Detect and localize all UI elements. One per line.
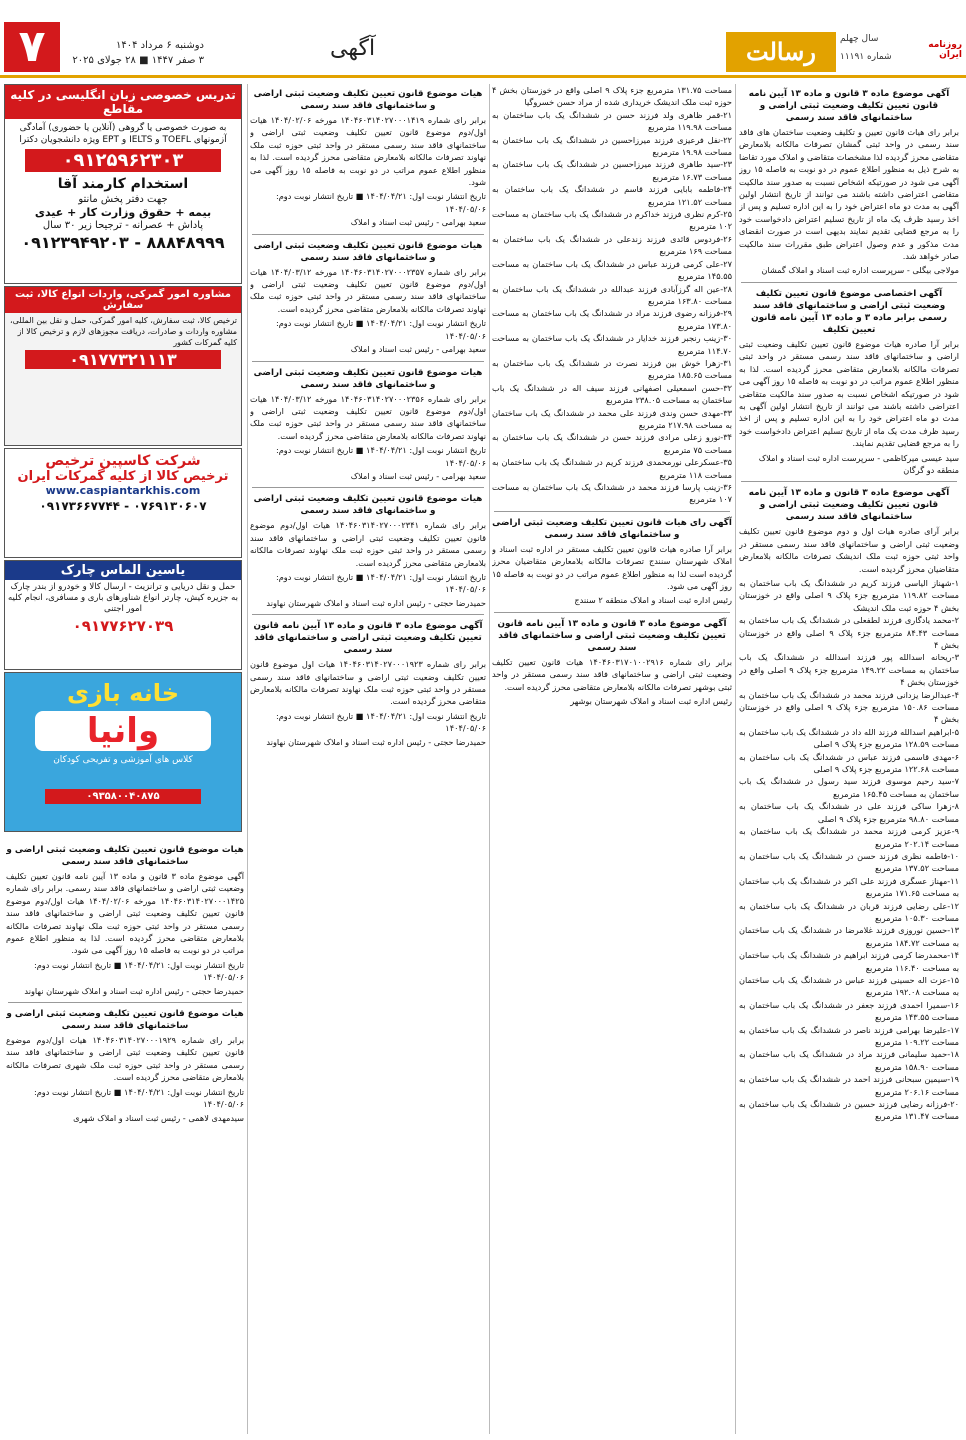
notice-title: هیات موضوع قانون تعیین تکلیف وضعیت ثبتی اراضی و ساختمانهای فاقد سند رسمی [253, 494, 483, 517]
notice-body: برابر رای شماره ۱۴۰۴۶۰۳۱۴۰۲۷۰۰۰۲۳۵۷ مورخه ۱۴۰۴/۰۳/۱۲ هیات اول/دوم موضوع قانون تعیین تکلیف وضعیت ثبتی اراضی و ساختمانهای فاقد سند رسمی مستقر در واحد ثبتی حوزه ثبت ملک نهاوند تصرفات مالکانه بلامعارض متقاضی محرز گردیده است. [250, 266, 486, 314]
column-divider [489, 84, 490, 1434]
brand-side: روزنامه ایران [928, 40, 962, 60]
notice-dates: تاریخ انتشار نوبت اول: ۱۴۰۴/۰۴/۲۱ ■ تاریخ انتشار نوبت دوم: ۱۴۰۴/۰۵/۰۶ [275, 191, 486, 214]
ad-phone: ۰۹۱۷۷۳۲۱۱۱۳ [25, 350, 221, 369]
ad-phone: ۰۹۳۵۸۰۰۴۰۸۷۵ [45, 789, 201, 804]
notice-dates: تاریخ انتشار نوبت اول: ۱۴۰۴/۰۴/۲۱ ■ تاریخ انتشار نوبت دوم: ۱۴۰۴/۰۵/۰۶ [275, 318, 486, 341]
column-divider [735, 84, 736, 1434]
list-item: ۳۴-نورو زعلی مرادی فرزند حسن در ششدانگ یک باب ساختمان به مساحت ۷۵ مترمربع [492, 432, 732, 455]
list-item: ۷-سید رحیم موسوی فرزند سید رسول در ششدانگ یک باب ساختمان به مساحت ۱۶۵.۴۵ مترمربع [739, 776, 959, 799]
ad-subtitle: جهت دفتر پخش مانتو [78, 194, 168, 205]
ad-phone: ۰۹۱۲۵۹۶۲۳۰۳ [25, 149, 221, 172]
notice-title: آگهی اختصاصی موضوع قانون تعیین تکلیف وضعیت ثبتی اراضی و ساختمانهای فاقد سند رسمی برابر ماده ۳ و ماده ۱۳ آیین نامه قانون تعیین تکلیف [751, 288, 947, 335]
list-item: ۶-مهدی قاسمی فرزند عباس در ششدانگ یک باب ساختمان به مساحت ۱۲۲.۶۸ مترمربع جزء پلاک ۹ اصلی [739, 751, 959, 775]
ad-extra: پاداش + عصرانه - ترجیحا زیر ۳۰ سال [42, 220, 204, 231]
list-item: ۱۰-فاطمه نظری فرزند حسن در ششدانگ یک باب ساختمان به مساحت ۱۳۷.۵۲ مترمربع [739, 850, 959, 874]
year-label: سال چهلم [840, 34, 879, 44]
divider [494, 612, 730, 613]
ad-title: شرکت کاسپین ترخیص [45, 453, 201, 469]
list-item: ۱-شهناز الیاسی فرزند کریم در ششدانگ یک باب ساختمان به مساحت ۱۱۹.۸۲ مترمربع جزء پلاک ۹ اصلی واقع در خوزستان بخش ۴ حوزه ثبت ملک اندیشک [739, 577, 959, 613]
ad-body: حمل و نقل دریایی و ترانزیت - ارسال کالا و خودرو از بندر چارک به جزیره کیش، چارتر انواع شناورهای باری و مسافری، انجام کلیه امور اجتنی [7, 582, 239, 614]
notice-dates: تاریخ انتشار نوبت اول: ۱۴۰۴/۰۴/۲۱ ■ تاریخ انتشار نوبت دوم: ۱۴۰۴/۰۵/۰۶ [275, 571, 486, 595]
list-item: ۲۱-قمر ظاهری ولد فرزند حسن در ششدانگ یک باب ساختمان به مساحت ۱۱۹.۹۸ مترمربع [492, 109, 732, 133]
list-item: ۹-عزیز کرمی فرزند محمد در ششدانگ یک باب ساختمان به مساحت ۲۰۲.۱۴ مترمربع [739, 826, 959, 849]
notice-title: آگهی موضوع ماده ۳ قانون و ماده ۱۳ آیین نامه قانون تعیین تکلیف وضعیت ثبتی اراضی و ساختمانهای فاقد سند رسمی [497, 618, 727, 653]
divider [494, 511, 730, 512]
ad-phone: ۸۸۸۴۸۹۹۹ - ۰۹۱۲۳۹۴۹۲۰۳ [21, 233, 225, 252]
divider [252, 487, 484, 488]
date-persian: دوشنبه ۶ مرداد ۱۴۰۴ [115, 40, 204, 51]
divider [252, 361, 484, 362]
list-item: ۲۲-نفل فرعیزی فرزند میرزاحسین در ششدانگ یک باب ساختمان به مساحت ۱۹.۹۸ مترمربع [492, 134, 732, 158]
list-item: ۳-ریحانه اسدالله پور فرزند اسدالله در ششدانگ یک باب ساختمان به مساحت ۱۴۹.۲۲ مترمربع جزء پلاک ۹ اصلی واقع در خوزستان بخش ۴ [739, 652, 959, 688]
notice-body: برابر رای شماره ۱۴۰۴۶۰۳۱۴۰۲۷۰۰۰۱۴۱۹ مورخه ۱۴۰۴/۰۲/۰۶ هیات اول/دوم موضوع قانون تعیین تکلیف وضعیت ثبتی اراضی و ساختمانهای فاقد سند رسمی مستقر در واحد ثبتی حوزه ثبت ملک نهاوند تصرفات مالکانه بلامعارض متقاضی محرز گردیده است. لذا به منظور اطلاع عموم مراتب در دو نوبت به فاصله ۱۵ روز آگهی می شود. [250, 115, 486, 188]
section-title: آگهی [330, 36, 376, 61]
list-item: مساحت ۱۳۱.۷۵ مترمربع جزء پلاک ۹ اصلی واقع در خوزستان بخش ۴ حوزه ثبت ملک اندیشک خریداری شده از مراد حسن خسروگیا [492, 85, 732, 108]
list-item: ۱۹-سیمین سبحانی فرزند احمد در ششدانگ یک باب ساختمان به مساحت ۲۰۶.۱۶ مترمربع [739, 1074, 959, 1097]
ad-title: خانه بازی [66, 679, 180, 707]
ad-body: ترخیص کالا، ثبت سفارش، کلیه امور گمرکی، حمل و نقل بین المللی، مشاوره واردات و صادرات، دریافت مجوزهای لازم و ترخیص کالا از کلیه گمرکات کشور [9, 316, 237, 347]
notice-body: برابر آرای صادره هیات اول و دوم موضوع قانون تعیین تکلیف وضعیت ثبتی اراضی و ساختمانهای فاقد سند رسمی مستقر در واحد ثبتی حوزه ثبت ملک اندیشک تصرفات مالکانه بلامعارض متقاضیان محرز گردیده است. [739, 526, 959, 574]
ad-english-tutoring [4, 84, 242, 284]
notice-signature: سعید بهرامی - رئیس ثبت اسناد و املاک [350, 217, 486, 228]
list-item: ۲۰-فرزانه رضایی فرزند حسین در ششدانگ یک باب ساختمان به مساحت ۱۳۱.۴۷ مترمربع [739, 1099, 959, 1122]
notice-title: آگهی رای هیات قانون تعیین تکلیف وضعیت ثبتی اراضی و ساختمانهای فاقد سند رسمی [492, 517, 732, 540]
ad-phone: ۰۷۶۹۱۳۰۶۰۷ - ۰۹۱۷۳۶۶۷۷۴۴ [39, 499, 207, 513]
divider [8, 1002, 242, 1003]
notice-signature: رئیس اداره ثبت اسناد و املاک شهرستان بوشهر [570, 696, 732, 707]
notice-body: برابر رای شماره ۱۴۰۴۶۰۳۱۴۰۲۷۰۰۰۱۹۲۳ هیات اول موضوع قانون تعیین تکلیف وضعیت ثبتی اراضی و ساختمانهای فاقد سند رسمی مستقر در واحد ثبتی حوزه ثبت ملک نهاوند تصرفات مالکانه بلامعارض متقاضی محرز گردیده است. [250, 659, 486, 707]
notice-dates: تاریخ انتشار نوبت اول: ۱۴۰۴/۰۴/۲۱ ■ تاریخ انتشار نوبت دوم: ۱۴۰۴/۰۵/۰۶ [275, 445, 486, 468]
newspaper-logo: رسالت [726, 32, 836, 72]
ad-title: یاسین الماس چارک [5, 561, 241, 580]
notice-signature: حمیدرضا حجتی - رئیس اداره ثبت اسناد و املاک شهرستان نهاوند [266, 736, 486, 747]
list-item: ۴-عبدالرضا یزدانی فرزند محمد در ششدانگ یک باب ساختمان به مساحت ۱۵۰.۸۶ مترمربع جزء پلاک ۹ اصلی واقع در خوزستان بخش ۴ [739, 689, 959, 725]
list-item: ۱۷-علیرضا بهرامی فرزند ناصر در ششدانگ یک باب ساختمان به مساحت ۱۰۹.۲۲ مترمربع [739, 1024, 959, 1047]
notice-title: آگهی موضوع ماده ۳ قانون و ماده ۱۳ آیین نامه قانون تعیین تکلیف وضعیت ثبتی اراضی و ساختمانهای فاقد سند رسمی [253, 621, 483, 656]
list-item: ۱۳-حسین نوروزی فرزند غلامرضا در ششدانگ یک باب ساختمان به مساحت ۱۸۴.۷۲ مترمربع [739, 925, 959, 948]
notice-title: هیات موضوع قانون تعیین تکلیف وضعیت ثبتی اراضی و ساختمانهای فاقد سند رسمی [6, 845, 244, 867]
ad-yasin-almas [4, 560, 242, 670]
list-item: ۳۲-حسن اسمعیلی اصفهانی فرزند سیف اله در ششدانگ یک باب ساختمان به مساحت ۲۳۸.۰۵ مترمربع [492, 382, 732, 406]
list-item: ۱۸-حمید سلیمانی فرزند مراد در ششدانگ یک باب ساختمان به مساحت ۱۵۸.۹۰ مترمربع [739, 1049, 959, 1072]
notice-signature: حمیدرضا حجتی - رئیس اداره ثبت اسناد و املاک شهرستان نهاوند [24, 985, 244, 996]
notice-signature: سید عیسی میرکاظمی - سرپرست اداره ثبت اسناد و املاک منطقه دو گرگان [758, 452, 959, 475]
list-item: ۵-ابراهیم اسدالله فرزند الله داد در ششدانگ یک باب ساختمان به مساحت ۱۲۸.۵۹ مترمربع جزء پلاک ۹ اصلی [739, 726, 959, 750]
column-divider [247, 84, 248, 1434]
notice-title: هیات موضوع قانون تعیین تکلیف وضعیت ثبتی اراضی و ساختمانهای فاقد سند رسمی [253, 367, 483, 390]
list-item: ۱۴-محمدرضا کرمی فرزند ابراهیم در ششدانگ یک باب ساختمان به مساحت ۱۱۶.۴۰ مترمربع [739, 950, 959, 973]
list-item: ۲۴-فاطمه بابایی فرزند قاسم در ششدانگ یک باب ساختمان به مساحت ۱۲۱.۵۲ مترمربع [492, 184, 732, 207]
list-item: ۸-زهرا ساکی فرزند علی در ششدانگ یک باب ساختمان به مساحت ۹۸.۸۰ مترمربع جزء پلاک ۹ اصلی [739, 801, 959, 824]
list-item: ۲۸-عین اله گرزآبادی فرزند عبدالله در ششدانگ یک باب ساختمان به مساحت ۱۶۳.۸۰ مترمربع [492, 283, 732, 306]
notice-body: برابر رای هیات قانون تعیین و تکلیف وضعیت ساختمان های فاقد سند رسمی در واحد ثبتی گمشان تصرفات مالکانه بلامعارض متقاضی محرز گردیده لذا مشخصات متقاضی و املاک مورد تقاضا به شرح ذیل به منظور اطلاع عموم در دو نوبت به فاصله ۱۵ روز آگهی می شود در صورتیکه اشخاص نسبت به صدور سند مالکیت متقاضی اعتراضی داشته باشند می توانند از تاریخ انتشار اولین آگهی به مدت دو ماه اعتراض خود را به این اداره تسلیم و پس از اخذ رسید ظرف یک ماه از تاریخ تسلیم اعتراض دادخواست خود را به مرجع قضایی تقدیم نمایند بدیهی است در صورت انقضای مدت مذکور و عدم وصول اعتراض طبق مقررات سند مالکیت صادر خواهد شد. [739, 127, 959, 262]
notice-column-4 [6, 840, 244, 1430]
notice-signature: سیدمهدی لاهمی - رئیس ثبت اسناد و املاک شهری [73, 1112, 244, 1123]
notice-body: برابر رای شماره ۱۴۰۴۶۰۳۱۷۰۱۰۰۲۹۱۶ هیات قانون تعیین تکلیف وضعیت ثبتی اراضی و ساختمانهای فاقد سند رسمی مستقر در واحد ثبتی بوشهر تصرفات مالکانه بلامعارض متقاضی محرز گردیده است. [492, 656, 732, 692]
notice-column-1 [739, 84, 959, 1434]
ad-subtitle: ترخیص کالا از کلیه گمرکات ایران [17, 469, 229, 484]
notice-body: برابر آرا صادره هیات موضوع قانون تعیین تکلیف وضعیت ثبتی اراضی و ساختمانهای فاقد سند رسمی مستقر در واحد ثبتی تصرفات مالکانه بلامعارض متقاضی محرز گردیده است. لذا به منظور اطلاع عموم مراتب در دو نوبت به فاصله ۱۵ روز آگهی می شود در صورتیکه اشخاص نسبت به صدور سند مالکیت متقاضی اعتراضی داشته باشند می توانند از تاریخ انتشار اولین آگهی به مدت دو ماه اعتراض خود را به این اداره تسلیم و پس از اخذ رسید ظرف مدت یک ماه از تاریخ تسلیم اعتراض دادخواست خود را به مرجع قضایی تقدیم نمایند. [739, 338, 959, 449]
ad-benefits: بیمه + حقوق وزارت کار + عیدی [34, 206, 212, 219]
list-item: ۲۶-فردوس قائدی فرزند زندعلی در ششدانگ یک باب ساختمان به مساحت ۱۶۹ مترمربع [492, 233, 732, 257]
notice-signature: حمیدرضا حجتی - رئیس اداره ثبت اسناد و املاک شهرستان نهاوند [266, 597, 486, 608]
list-item: ۳۰-زینب رنجبر فرزند خدایار در ششدانگ یک باب ساختمان به مساحت ۱۱۴.۷۰ مترمربع [492, 333, 732, 356]
ad-phone: ۰۹۱۷۷۶۲۷۰۳۹ [72, 617, 174, 635]
date-hijri-gregorian: ۳ صفر ۱۴۴۷ ■ ۲۸ جولای ۲۰۲۵ [72, 55, 204, 66]
notice-dates: تاریخ انتشار نوبت اول: ۱۴۰۴/۰۴/۲۱ ■ تاریخ انتشار نوبت دوم: ۱۴۰۴/۰۵/۰۶ [275, 710, 486, 734]
notice-title: هیات موضوع قانون تعیین تکلیف وضعیت ثبتی اراضی و ساختمانهای فاقد سند رسمی [253, 240, 483, 263]
list-item: ۲-محمد یادگاری فرزند لطفعلی در ششدانگ یک باب ساختمان به مساحت ۸۴.۴۳ مترمربع جزء پلاک ۹ اصلی واقع در خوزستان بخش ۴ [739, 615, 959, 650]
ad-headline: استخدام کارمند آقا [57, 176, 189, 192]
notice-signature: مولاجی بیگلی - سرپرست اداره ثبت اسناد و املاک گمشان [761, 265, 959, 276]
notice-dates: تاریخ انتشار نوبت اول: ۱۴۰۴/۰۴/۲۱ ■ تاریخ انتشار نوبت دوم: ۱۴۰۴/۰۵/۰۶ [33, 959, 244, 983]
notice-body: آگهی موضوع ماده ۳ قانون و ماده ۱۳ آیین نامه قانون تعیین تکلیف وضعیت ثبتی اراضی و ساختمانهای فاقد سند رسمی. برابر رای شماره ۱۴۰۴۶۰۳۱۴۰۲۷۰۰۰۱۴۲۵ مورخه ۱۴۰۴/۰۲/۰۶ هیات اول/دوم موضوع قانون تعیین تکلیف وضعیت ثبتی اراضی و ساختمانهای فاقد سند رسمی مستقر در واحد ثبتی حوزه ثبت ملک نهاوند تصرفات مالکانه بلامعارض متقاضی محرز گردیده است. لذا به منظور اطلاع عموم مراتب در دو نوبت به فاصله ۱۵ روز آگهی می شود. [6, 871, 244, 956]
ad-website: www.caspiantarkhis.com [45, 484, 201, 497]
issue-label: شماره ۱۱۱۹۱ [840, 52, 892, 62]
notice-body: برابر آرا صادره هیات قانون تعیین تکلیف مستقر در اداره ثبت اسناد و املاک شهرستان سنندج تصرفات مالکانه بلامعارض متقاضیان محرز گردیده است لذا به منظور اطلاع عموم مراتب در دو نوبت به فاصله ۱۵ روز آگهی می شود. [492, 543, 732, 592]
list-item: ۳۱-زهرا خوش بین فرزند نصرت در ششدانگ یک باب ساختمان به مساحت ۱۸۵.۶۵ مترمربع [492, 357, 732, 381]
ad-caspian-tarkhis [4, 448, 242, 558]
list-item: ۲۹-فرزانه رضوی فرزند مراد در ششدانگ یک باب ساختمان به مساحت ۱۷۳.۸۰ مترمربع [492, 308, 732, 331]
notice-title: هیات موضوع قانون تعیین تکلیف وضعیت ثبتی اراضی و ساختمانهای فاقد سند رسمی [253, 89, 483, 111]
list-item: ۲۷-علی کرمی فرزند عباس در ششدانگ یک باب ساختمان به مساحت ۱۴۵.۵۵ مترمربع [492, 258, 732, 282]
divider [252, 234, 484, 235]
notice-signature: رئیس اداره ثبت اسناد و املاک منطقه ۲ سنندج [574, 595, 732, 606]
notice-column-3 [250, 84, 486, 1434]
ad-title: مشاوره امور گمرکی، واردات انواع کالا، ثبت سفارش [5, 287, 241, 313]
list-item: ۱۶-سمیرا احمدی فرزند جعفر در ششدانگ یک باب ساختمان به مساحت ۱۴۳.۵۵ مترمربع [739, 999, 959, 1023]
notice-title: هیات موضوع قانون تعیین تکلیف وضعیت ثبتی اراضی و ساختمانهای فاقد سند رسمی [6, 1009, 244, 1032]
list-item: ۲۵-کرم نظری فرزند خداکرم در ششدانگ یک باب ساختمان به مساحت ۱۰۲ مترمربع [492, 209, 732, 232]
list-item: ۳۳-مهدی حسن وندی فرزند علی محمد در ششدانگ یک باب ساختمان به مساحت ۲۱۷.۹۸ مترمربع [492, 407, 732, 430]
ad-subtitle: کلاس های آموزشی و تفریحی کودکان [53, 755, 193, 765]
notice-signature: سعید بهرامی - رئیس ثبت اسناد و املاک [350, 344, 486, 355]
list-item: ۳۵-عسکرعلی نورمحمدی فرزند کریم در ششدانگ یک باب ساختمان به مساحت ۱۱۸ مترمربع [492, 457, 732, 480]
brand-block [726, 32, 962, 72]
ad-vania-playhouse [4, 672, 242, 832]
list-item: ۱۵-عزت اله حسینی فرزند عباس در ششدانگ یک باب ساختمان به مساحت ۱۹۲.۰۸ مترمربع [739, 974, 959, 998]
divider [741, 481, 957, 482]
divider [741, 282, 957, 283]
notice-dates: تاریخ انتشار نوبت اول: ۱۴۰۴/۰۴/۲۱ ■ تاریخ انتشار نوبت دوم: ۱۴۰۴/۰۵/۰۶ [33, 1086, 244, 1110]
page-number: ۷ [4, 22, 60, 72]
notice-body: برابر رای شماره ۱۴۰۴۶۰۳۱۴۰۲۷۰۰۰۱۹۲۹ هیات اول/دوم موضوع قانون تعیین تکلیف وضعیت ثبتی اراضی و ساختمانهای فاقد سند رسمی مستقر در واحد ثبتی حوزه ثبت ملک شهری تصرفات مالکانه بلامعارض متقاضی محرز گردیده است. [6, 1035, 244, 1083]
masthead [0, 0, 966, 78]
list-item: ۱۱-مهناز عسگری فرزند علی اکبر در ششدانگ یک باب ساختمان به مساحت ۱۷۱.۶۵ مترمربع [739, 875, 959, 899]
list-item: ۲۳-سید طاهری فرزند میرزاحسین در ششدانگ یک باب ساختمان به مساحت ۱۶.۷۳ مترمربع [492, 159, 732, 182]
notice-body: برابر رای شماره ۱۴۰۴۶۰۳۱۴۰۲۷۰۰۰۲۳۴۱ هیات اول/دوم موضوع قانون تعیین تکلیف وضعیت ثبتی اراضی و ساختمانهای فاقد سند رسمی مستقر در واحد ثبتی حوزه ثبت ملک نهاوند تصرفات مالکانه بلامعارض متقاضی محرز گردیده است. [250, 520, 486, 568]
ad-title: تدریس خصوصی زبان انگلیسی در کلیه مقاطع [5, 85, 241, 119]
notice-body: برابر رای شماره ۱۴۰۴۶۰۳۱۴۰۲۷۰۰۰۲۳۵۶ مورخه ۱۴۰۴/۰۳/۱۲ هیات اول/دوم موضوع قانون تعیین تکلیف وضعیت ثبتی اراضی و ساختمانهای فاقد سند رسمی مستقر در واحد ثبتی حوزه ثبت ملک نهاوند تصرفات مالکانه بلامعارض متقاضی محرز گردیده است. [250, 393, 486, 441]
notice-column-2 [492, 84, 732, 1434]
ad-brand: وانیا [35, 711, 211, 751]
notice-title: آگهی موضوع ماده ۳ قانون و ماده ۱۳ آیین نامه قانون تعیین تکلیف وضعیت ثبتی اراضی و ساختمانهای فاقد سند رسمی [748, 488, 950, 523]
list-item: ۱۲-علی رضایی فرزند قربان در ششدانگ یک باب ساختمان به مساحت ۱۰۵.۳۰ مترمربع [739, 900, 959, 923]
notice-signature: سعید بهرامی - رئیس ثبت اسناد و املاک [350, 470, 486, 481]
list-item: ۳۶-زینب پارسا فرزند محمد در ششدانگ یک باب ساختمان به مساحت ۱۰۷ مترمربع [492, 482, 732, 505]
divider [252, 614, 484, 615]
ad-description: به صورت خصوصی یا گروهی (آنلاین یا حضوری) آمادگی آزمونهای TOEFL و IELTS و EPT ویژه دانشجویان دکترا [19, 123, 227, 145]
notice-title: آگهی موضوع ماده ۳ قانون و ماده ۱۳ آیین نامه قانون تعیین تکلیف وضعیت ثبتی اراضی و ساختمانهای فاقد سند رسمی [748, 89, 950, 123]
ad-customs-consulting [4, 286, 242, 446]
